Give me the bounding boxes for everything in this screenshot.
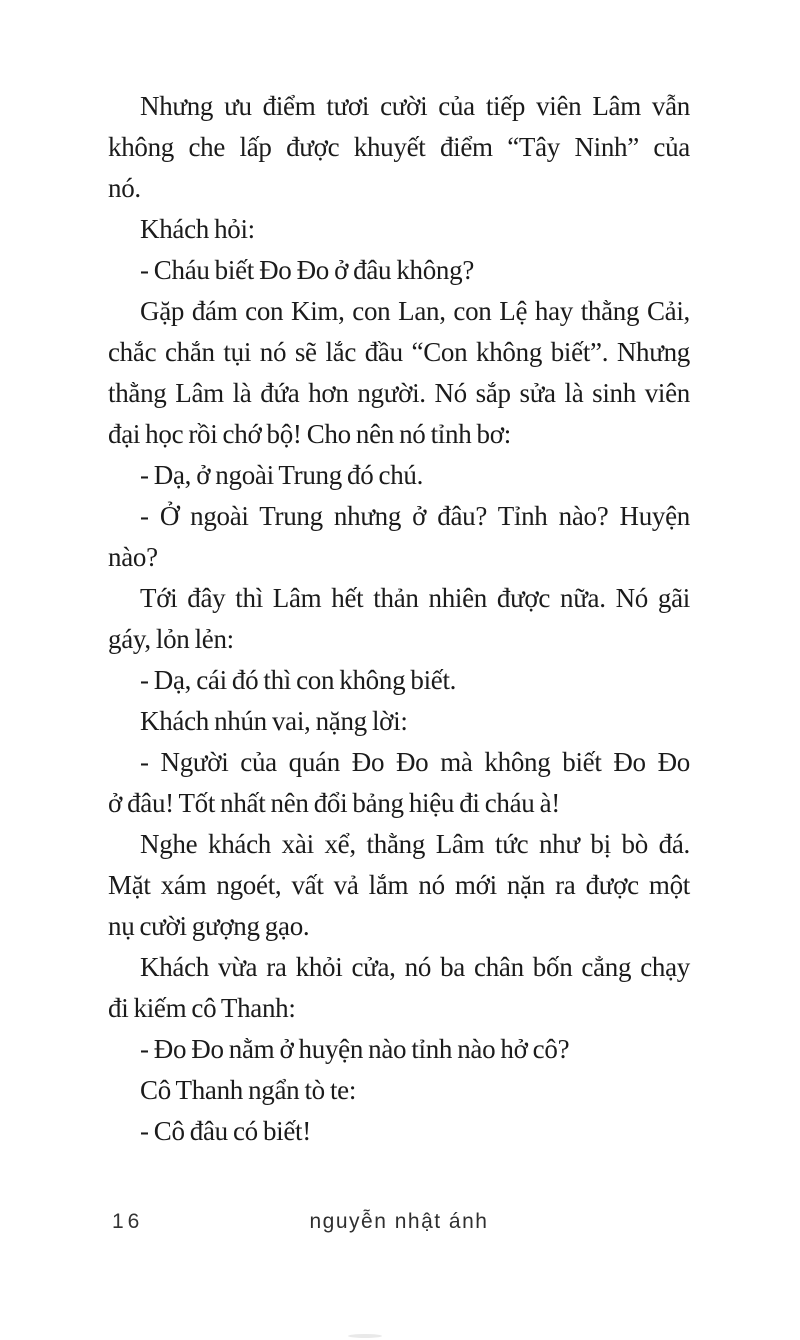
text-line: - Ở ngoài Trung nhưng ở đâu? Tỉnh nào? Huyện bbox=[140, 501, 690, 531]
text-line: - Đo Đo nằm ở huyện nào tỉnh nào hở cô? bbox=[140, 1034, 570, 1064]
text-line: - Người của quán Đo Đo mà không biết Đo Đo bbox=[140, 747, 690, 777]
text-line: đi kiếm cô Thanh: bbox=[108, 993, 296, 1023]
text-line: Cô Thanh ngẩn tò te: bbox=[140, 1075, 357, 1105]
page-footer bbox=[108, 1210, 690, 1240]
text-line: nụ cười gượng gạo. bbox=[108, 911, 310, 941]
body-text bbox=[108, 86, 690, 1152]
text-line: ở đâu! Tốt nhất nên đổi bảng hiệu đi cháu à! bbox=[108, 788, 560, 818]
text-line: thằng Lâm là đứa hơn người. Nó sắp sửa là sinh viên bbox=[108, 378, 690, 408]
text-line: Nhưng ưu điểm tươi cười của tiếp viên Lâm vẫn bbox=[140, 91, 690, 121]
text-line: đại học rồi chớ bộ! Cho nên nó tỉnh bơ: bbox=[108, 419, 511, 449]
text-line: - Cháu biết Đo Đo ở đâu không? bbox=[140, 255, 475, 285]
text-line: - Dạ, ở ngoài Trung đó chú. bbox=[140, 460, 424, 490]
scan-smudge bbox=[348, 1334, 382, 1338]
text-line: - Cô đâu có biết! bbox=[140, 1116, 311, 1146]
text-line: gáy, lỏn lẻn: bbox=[108, 624, 234, 654]
text-line: Gặp đám con Kim, con Lan, con Lệ hay thằng Cải, bbox=[140, 296, 690, 326]
text-line: không che lấp được khuyết điểm “Tây Ninh” của bbox=[108, 132, 690, 162]
text-line: nó. bbox=[108, 173, 141, 203]
text-line: chắc chắn tụi nó sẽ lắc đầu “Con không biết”. Nhưng bbox=[108, 337, 690, 367]
text-line: Mặt xám ngoét, vất vả lắm nó mới nặn ra được một bbox=[108, 870, 690, 900]
text-line: nào? bbox=[108, 542, 158, 572]
page-number: 16 bbox=[112, 1210, 144, 1233]
text-line: - Dạ, cái đó thì con không biết. bbox=[140, 665, 457, 695]
text-line: Khách vừa ra khỏi cửa, nó ba chân bốn cẳng chạy bbox=[140, 952, 690, 982]
running-title: nguyễn nhật ánh bbox=[309, 1210, 489, 1233]
text-line: Khách hỏi: bbox=[140, 214, 255, 244]
text-line: Khách nhún vai, nặng lời: bbox=[140, 706, 408, 736]
text-line: Tới đây thì Lâm hết thản nhiên được nữa. Nó gãi bbox=[140, 583, 690, 613]
text-line: Nghe khách xài xể, thằng Lâm tức như bị bò đá. bbox=[140, 829, 690, 859]
